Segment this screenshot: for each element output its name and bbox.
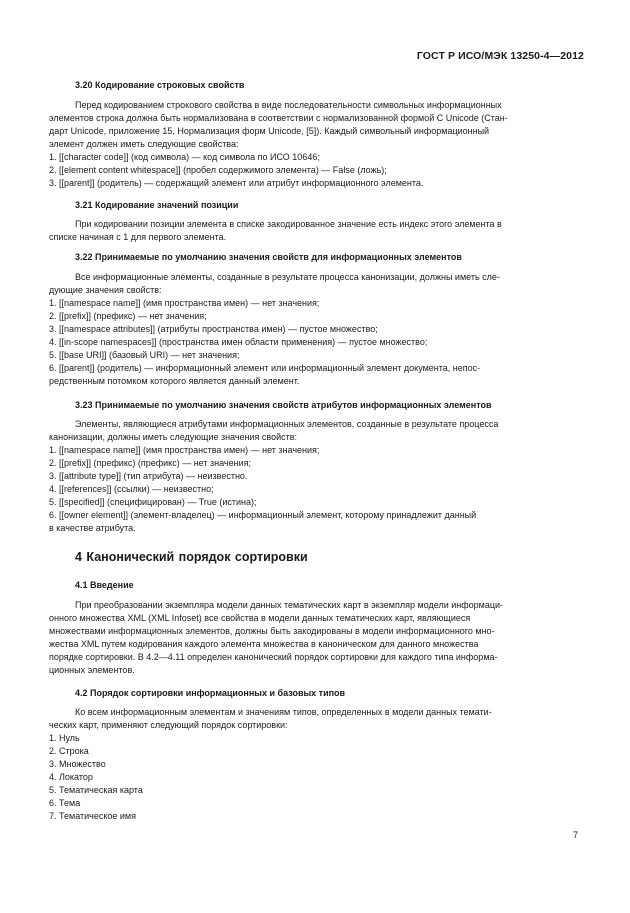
list-item: 7. Тематическое имя <box>49 811 136 821</box>
list-item: 2. [[element content whitespace]] (пробел содержимого элемента) — False (ложь); <box>49 165 387 175</box>
text-line: Элементы, являющиеся атрибутами информационных элементов, созданные в результате процесса <box>75 419 499 429</box>
list-item: 4. [[references]] (ссылки) — неизвестно; <box>49 484 214 494</box>
page-number: 7 <box>572 830 578 840</box>
list-item: 3. Множество <box>49 759 106 769</box>
list-item: 1. [[namespace name]] (имя пространства имен) — нет значения; <box>49 445 320 455</box>
section-3-20-body <box>49 99 584 190</box>
text-line: Ко всем информационным элементам и значениям типов, определенных в модели данных темати- <box>75 707 492 717</box>
list-item: 3. [[namespace attributes]] (атрибуты пространства имен) — пустое множество; <box>49 324 378 334</box>
list-item: 6. [[owner element]] (элемент-владелец) — информационный элемент, которому принадлежит данный <box>49 510 477 520</box>
text-line: При преобразовании экземпляра модели данных тематических карт в экземпляр модели информаци- <box>75 600 504 610</box>
list-item: 4. [[in-scope namespaces]] (пространства имен области применения) — пустое множество; <box>49 337 428 347</box>
text-line: множествами информационных элементов, должны быть закодированы в модели информационного мно- <box>49 626 495 636</box>
text-line: жества XML путем кодирования каждого элемента множества в каноническом для данного множества <box>49 639 479 649</box>
text-line: онного множества XML (XML Infoset) все свойства в модели данных тематических карт, являющиеся <box>49 613 471 623</box>
list-item: 5. [[specified]] (специфицирован) — True (истина); <box>49 497 257 507</box>
list-item: 4. Локатор <box>49 772 93 782</box>
list-item: 5. [[base URI]] (базовый URI) — нет значения; <box>49 350 240 360</box>
section-4-1-body <box>49 599 584 677</box>
text-line: редственным потомком которого является данный элемент. <box>49 376 300 386</box>
text-line: ционных элементов. <box>49 665 135 675</box>
text-line: канонизации, должны иметь следующие значения свойств: <box>49 432 298 442</box>
list-item: 6. Тема <box>49 798 81 808</box>
heading-3-21: 3.21 Кодирование значений позиции <box>75 200 239 210</box>
text-line: дующие значения свойств: <box>49 285 162 295</box>
text-line: Перед кодированием строкового свойства в виде последовательности символьных информационных <box>75 100 502 110</box>
heading-4-2: 4.2 Порядок сортировки информационных и базовых типов <box>75 688 346 698</box>
list-item: 6. [[parent]] (родитель) — информационный элемент или информационный элемент документа, непос- <box>49 363 481 373</box>
section-3-23-body <box>49 418 584 535</box>
text-line: Все информационные элементы, созданные в результате процесса канонизации, должны иметь сле- <box>75 272 500 282</box>
list-item: 2. [[prefix]] (префикс) (префикс) — нет значения; <box>49 458 251 468</box>
list-item: 3. [[parent]] (родитель) — содержащий элемент или атрибут информационного элемента. <box>49 178 424 188</box>
heading-3-23: 3.23 Принимаемые по умолчанию значения свойств атрибутов информационных элементов <box>75 400 492 410</box>
heading-4-1: 4.1 Введение <box>75 580 134 590</box>
section-3-22-body <box>49 271 584 388</box>
text-line: порядке сортировки. В 4.2—4.11 определен канонический порядок сортировки для каждого типа информа- <box>49 652 498 662</box>
heading-3-20: 3.20 Кодирование строковых свойств <box>75 80 245 90</box>
list-item: 2. [[prefix]] (префикс) — нет значения; <box>49 311 207 321</box>
text-line: При кодировании позиции элемента в списке закодированное значение есть индекс этого элемента в <box>75 219 502 229</box>
list-item: 2. Строка <box>49 746 89 756</box>
heading-section-4: 4 Канонический порядок сортировки <box>75 550 308 564</box>
list-item: 3. [[attribute type]] (тип атрибута) — неизвестно. <box>49 471 248 481</box>
text-line: в качестве атрибута. <box>49 523 136 533</box>
list-item: 5. Тематическая карта <box>49 785 143 795</box>
section-4-2-body <box>49 706 584 823</box>
text-line: списке начиная с 1 для первого элемента. <box>49 232 227 242</box>
text-line: элементов строка должна быть нормализована в соответствии с нормализованной формой С Unicode (Стан- <box>49 113 508 123</box>
list-item: 1. Нуль <box>49 733 80 743</box>
text-line: элемент должен иметь следующие свойства: <box>49 139 239 149</box>
text-line: дарт Unicode, приложение 15, Нормализация форм Unicode, [5]). Каждый символьный информационный <box>49 126 490 136</box>
list-item: 1. [[namespace name]] (имя пространства имен) — нет значения; <box>49 298 320 308</box>
heading-3-22: 3.22 Принимаемые по умолчанию значения свойств для информационных элементов <box>75 252 462 262</box>
list-item: 1. [[character code]] (код символа) — код символа по ИСО 10646; <box>49 152 320 162</box>
section-3-21-body <box>49 218 584 244</box>
document-header: ГОСТ Р ИСО/МЭК 13250-4—2012 <box>416 50 584 62</box>
text-line: ческих карт, применяют следующий порядок сортировки: <box>49 720 288 730</box>
